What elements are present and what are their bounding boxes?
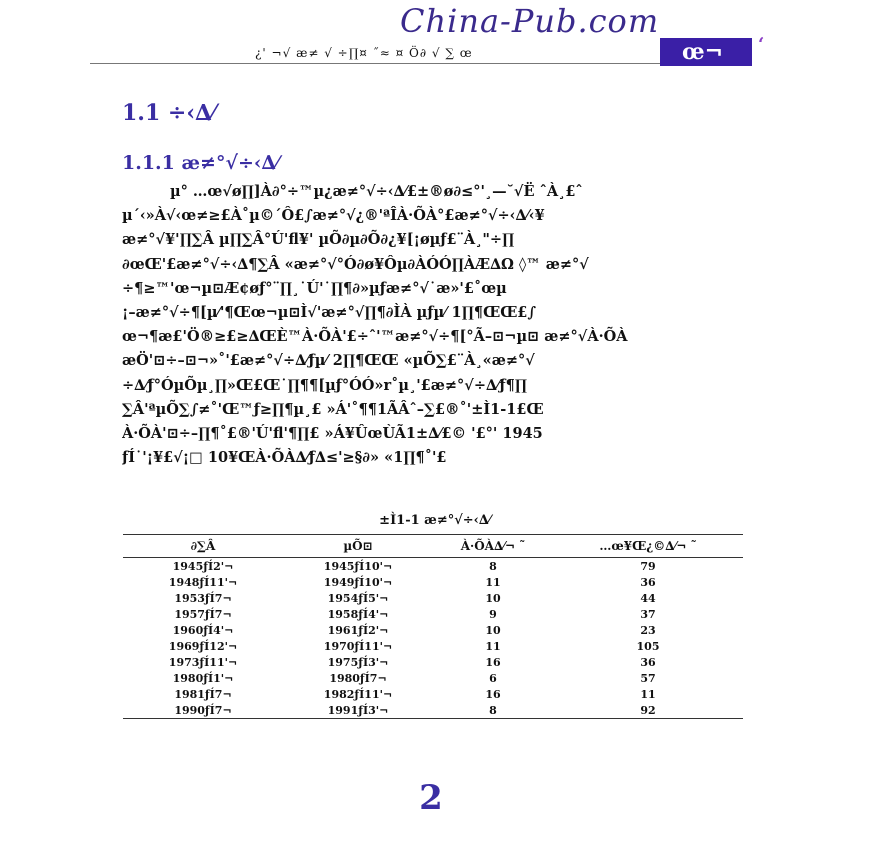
table-cell: 92 [553, 702, 743, 719]
table-cell: 105 [636, 639, 660, 653]
table-cell: 1958ƒÍ4'¬ [327, 607, 389, 621]
table-cell: 11 [640, 687, 656, 701]
table-row [123, 606, 743, 622]
table-cell: 1970ƒÍ11'¬ [323, 639, 393, 653]
table-row [123, 622, 743, 638]
paragraph-line: æÖ'⊡÷–⊡¬»˚'£æ≠°√÷∆⁄ƒµ⁄ 2∏¶ŒŒ «µÕ∑£¨À¸«æ≠°√ [122, 352, 535, 370]
table-cell: 1980ƒÍ7¬ [329, 671, 387, 685]
table-row [123, 654, 743, 670]
table-cell: 44 [640, 591, 656, 605]
column-header: ∂∑Â [123, 535, 283, 558]
subsection-heading: 1.1.1 æ≠°√÷‹∆⁄ [122, 152, 279, 174]
table-cell: 16 [485, 687, 501, 701]
paragraph-line: µ´‹»À√‹œ≠≥£À˚µ©´Ô£∫æ≠°√¿®'ªÎÀ·ÕÀ°£æ≠°√÷‹∆⁄‹¥ [122, 207, 545, 225]
paragraph-line: ÷∆⁄ƒ°ÓµÕµ¸∏»Œ£Œ˙∏¶¶[µƒ°ÓÓ»r˚µ¸'£æ≠°√÷∆⁄ƒ¶∏ [122, 376, 527, 394]
table-cell: 1973ƒÍ11'¬ [168, 655, 238, 669]
chapter-badge-label: œ¬ [682, 39, 724, 65]
table-cell: 1981ƒÍ7¬ [174, 687, 232, 701]
table-row [123, 702, 743, 719]
table-cell: 1949ƒÍ10'¬ [323, 575, 393, 589]
table-cell: 1980ƒÍ1'¬ [172, 671, 234, 685]
table-cell: 1953ƒÍ7¬ [174, 591, 232, 605]
table-row [123, 558, 743, 575]
table-cell: 16 [485, 655, 501, 669]
paragraph-line: ¡–æ≠°√÷¶[µ⁄'¶Œœ¬µ⊡Ì√'æ≠°√∏¶∂ÌÀ µƒµ⁄ 1∏¶ŒŒ£∫ [122, 304, 536, 322]
table-cell: 1969ƒÍ12'¬ [168, 639, 238, 653]
section-heading: 1.1 ÷‹∆⁄ [122, 100, 216, 126]
table-cell: 1990ƒÍ7¬ [123, 702, 283, 719]
table-cell: 1960ƒÍ4'¬ [172, 623, 234, 637]
paragraph-line: ƒÍ˙'¡¥£√¡□ 10¥ŒÀ·ÕÀ∆⁄ƒ∆≤'≥§∂» «1∏¶˚'£ [122, 449, 447, 467]
paragraph-line: ÷¶≥™'œ¬µ⊡Æ¢øƒ°¨∏¸˙Ú'˙∏¶∂»µƒæ≠°√˙æ»'£˚œµ [122, 279, 507, 297]
paragraph-line: ∑Â'ªµÕ∑∫≠˚'Œ™ƒ≥∏¶µ¸£ »Á'˚¶¶1ÃÂˆ–∑£®˚'±Ì1-1£Œ [122, 400, 544, 418]
paragraph-line: œ¬¶æ£'Ö®≥£≥∆ŒÈ™À·ÕÀ'£÷ˆ'™æ≠°√÷¶[°Ã–⊡¬µ⊡ æ≠°√À·ÕÀ [122, 328, 628, 346]
table-row [123, 590, 743, 606]
paragraph-line: ∂œŒ'£æ≠°√÷‹∆¶∑Â «æ≠°√°Ó∂ø¥Ôµ∂ÀÓÓ∏ÀÆ∆Ω ◊™ æ≠°√ [122, 255, 589, 273]
table-row [123, 638, 743, 654]
running-header: ¿' ¬√ æ≠ √ ÷∏¤ ˝≈ ¤ Ö∂ √ ∑ œ [255, 46, 473, 60]
table-cell: 57 [640, 671, 656, 685]
table-cell: 10 [485, 623, 501, 637]
table-cell: 9 [489, 607, 497, 621]
paragraph-line: æ≠°√¥'∏∑Â µ∏∑Â°Ú'fl¥' µÕ∂µ∂Õ∂¿¥[¡øµƒ£¨À¸"÷∏ [122, 231, 515, 249]
table-cell: 1961ƒÍ2'¬ [327, 623, 389, 637]
column-header: µÕ⊡ [283, 535, 433, 558]
paragraph-line: À·ÕÀ'⊡÷–∏¶˚£®'Ú'fl'¶∏£ »Á¥ÛœÙÃ1±∆⁄£© '£°' 1945 [122, 425, 543, 443]
table-cell: 1945ƒÍ2'¬ [172, 559, 234, 573]
table-cell: 37 [640, 607, 656, 621]
table-cell: 36 [640, 655, 656, 669]
table-cell: 1948ƒÍ11'¬ [168, 575, 238, 589]
page-number: 2 [419, 778, 443, 818]
paragraph-line: µ° …œ√ø∏]À∂°÷™µ¿æ≠°√÷‹∆⁄£±®ø∂≤°'¸—˘√Ë ˆÀ¸£ˆ [170, 183, 583, 200]
table-caption: ±Ì1-1 æ≠°√÷‹∆⁄ [379, 513, 491, 528]
chapter-badge [660, 34, 765, 66]
header-rule [90, 63, 680, 64]
table-cell: 11 [485, 639, 501, 653]
table-cell: 1975ƒÍ3'¬ [327, 655, 389, 669]
table-cell: 1957ƒÍ7¬ [174, 607, 232, 621]
china-pub-logo: China-Pub.com [400, 2, 660, 40]
table-header-row [123, 535, 743, 558]
recession-table [123, 534, 743, 719]
table-cell: 8 [433, 702, 553, 719]
body-paragraph [122, 180, 774, 470]
chapter-badge-accent: ‘ [758, 34, 765, 55]
column-header: …œ¥Œ¿©∆⁄¬ ˜ [553, 535, 743, 558]
table-cell: 6 [489, 671, 497, 685]
column-header: À·ÕÀ∆⁄¬ ˜ [433, 535, 553, 558]
table-cell: 36 [640, 575, 656, 589]
table-cell: 11 [485, 575, 501, 589]
table-cell: 1945ƒÍ10'¬ [323, 559, 393, 573]
table-cell: 79 [640, 559, 656, 573]
table-row [123, 686, 743, 702]
table-row [123, 574, 743, 590]
table-cell: 10 [485, 591, 501, 605]
table-cell: 1982ƒÍ11'¬ [323, 687, 393, 701]
table-cell: 23 [640, 623, 656, 637]
table-row [123, 670, 743, 686]
table-cell: 1954ƒÍ5'¬ [327, 591, 389, 605]
table-cell: 8 [489, 559, 497, 573]
table-cell: 1991ƒÍ3'¬ [283, 702, 433, 719]
